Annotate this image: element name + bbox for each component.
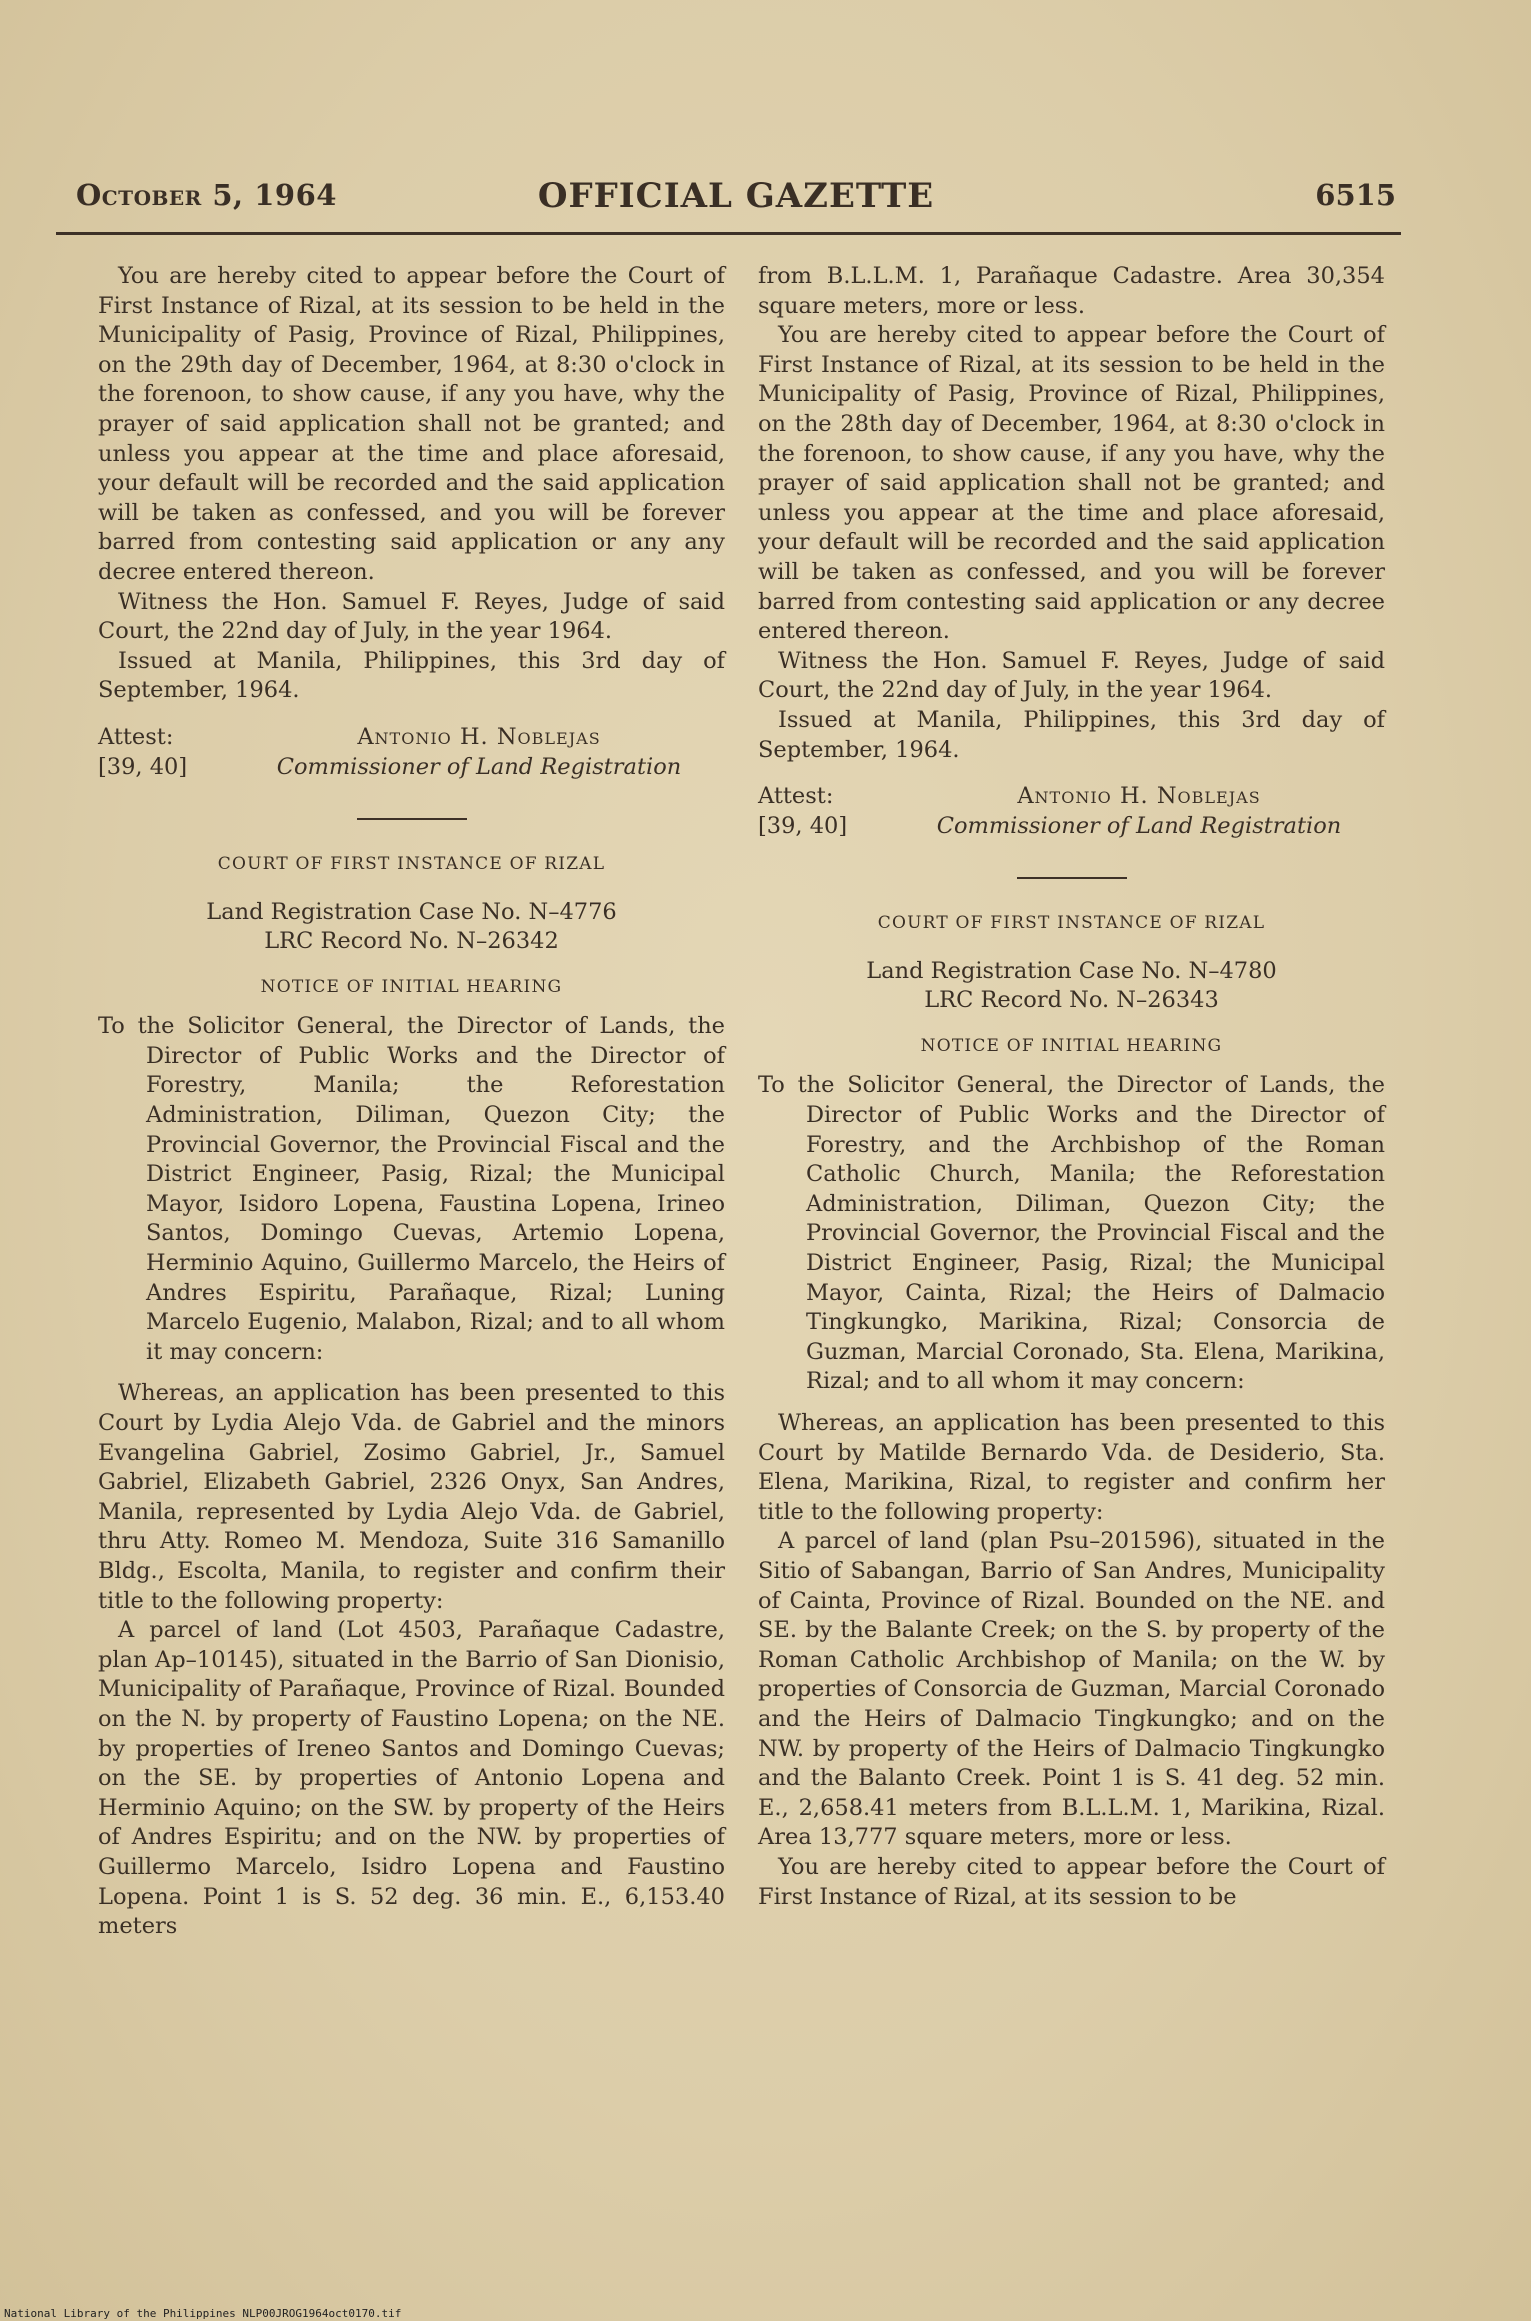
addressee-paragraph: To the Solicitor General, the Director of Lands, the Director of Public Works and the Director of Forestry, and the Archbishop of the Roman Catholic Church, Manila; the Reforestation Administration, Diliman, Quezon City; the Provincial Governor, the Provincial Fiscal and the District Engineer, Pasig, Rizal; the Municipal Mayor, Cainta, Rizal; the Heirs of Dalmacio Tingkungko, Marikina, Rizal; Consorcia de Guzman, Marcial Coronado, Sta. Elena, Marikina, Rizal; and to all whom it may concern: (758, 1072, 1385, 1395)
lrc-record: LRC Record No. N–26343 (924, 987, 1219, 1014)
citation-paragraph: You are hereby cited to appear before the Court of First Instance of Rizal, at its session to be held in the Municipality of Pasig, Province of Rizal, Philippines, on the 29th day of December, 1964, at 8:30 o'clock in the forenoon, to show cause, if any you have, why the prayer of said application shall not be granted; and unless you appear at the time and place aforesaid, your default will be recorded and the said application will be taken as confessed, and you will be forever barred from contesting said application or any any decree entered thereon. (98, 263, 725, 585)
addressee-paragraph: To the Solicitor General, the Director of Lands, the Director of Public Works and the Director of Forestry, Manila; the Reforestation Administration, Diliman, Quezon City; the Provincial Governor, the Provincial Fiscal and the District Engineer, Pasig, Rizal; the Municipal Mayor, Isidoro Lopena, Faustina Lopena, Irineo Santos, Domingo Cuevas, Artemio Lopena, Herminio Aquino, Guillermo Marcelo, the Heirs of Andres Espiritu, Parañaque, Rizal; Luning Marcelo Eugenio, Malabon, Rizal; and to all whom it may concern: (98, 1013, 725, 1365)
attest-label: Attest: (98, 723, 174, 750)
court-heading: COURT OF FIRST INSTANCE OF RIZAL (217, 853, 606, 874)
whereas-paragraph: Whereas, an application has been presented to this Court by Lydia Alejo Vda. de Gabriel and the minors Evangelina Gabriel, Zosimo Gabriel, Jr., Samuel Gabriel, Elizabeth Gabriel, 2326 Onyx, San Andres, Manila, represented by Lydia Alejo Vda. de Gabriel, thru Atty. Romeo M. Mendoza, Suite 316 Samanillo Bldg., Escolta, Manila, to register and confirm their title to the following property: (98, 1380, 725, 1614)
attest-label: Attest: (758, 783, 834, 810)
page-header (76, 178, 1396, 228)
issued-paragraph: Issued at Manila, Philippines, this 3rd day of September, 1964. (758, 706, 1385, 763)
header-title: OFFICIAL GAZETTE (537, 176, 935, 216)
scan-footer: National Library of the Philippines NLP00JROG1964oct0170.tif (4, 2307, 402, 2320)
issue-reference: [39, 40] (758, 813, 848, 840)
signatory-role: Commissioner of Land Registration (276, 753, 682, 780)
case-number: Land Registration Case No. N–4780 (866, 957, 1277, 984)
issue-reference: [39, 40] (98, 753, 188, 780)
signatory-name: Antonio H. Noblejas (357, 723, 601, 750)
lrc-record: LRC Record No. N–26342 (264, 928, 559, 955)
header-rule (56, 232, 1401, 235)
notice-title: NOTICE OF INITIAL HEARING (920, 1035, 1223, 1056)
right-column (758, 262, 1385, 1912)
continued-paragraph: from B.L.L.M. 1, Parañaque Cadastre. Area 30,354 square meters, more or less. (758, 263, 1385, 319)
header-date: October 5, 1964 (76, 178, 337, 212)
attest-labels (758, 781, 893, 841)
whereas-paragraph: Whereas, an application has been presented to this Court by Matilde Bernardo Vda. de Desiderio, Sta. Elena, Marikina, Rizal, to register and confirm her title to the following property: (758, 1410, 1385, 1525)
issued-paragraph: Issued at Manila, Philippines, this 3rd day of September, 1964. (98, 647, 725, 704)
attestation (98, 722, 725, 782)
citation-paragraph: You are hereby cited to appear before the Court of First Instance of Rizal, at its session to be held in the Municipality of Pasig, Province of Rizal, Philippines, on the 28th day of December, 1964, at 8:30 o'clock in the forenoon, to show cause, if any you have, why the prayer of said application shall not be granted; and unless you appear at the time and place aforesaid, your default will be recorded and the said application will be taken as confessed, and you will be forever barred from contesting said application or any decree entered thereon. (758, 322, 1385, 645)
witness-paragraph: Witness the Hon. Samuel F. Reyes, Judge of said Court, the 22nd day of July, in the year 1964. (98, 588, 725, 645)
signatory-name: Antonio H. Noblejas (1017, 783, 1261, 810)
case-info (758, 957, 1385, 1016)
attestation (758, 781, 1385, 841)
citation-continued: You are hereby cited to appear before the Court of First Instance of Rizal, at its session to be (758, 1853, 1385, 1910)
signatory-block (893, 781, 1385, 841)
section-divider (1017, 877, 1127, 879)
section-divider (357, 818, 467, 820)
court-heading: COURT OF FIRST INSTANCE OF RIZAL (877, 913, 1266, 934)
parcel-description: A parcel of land (Lot 4503, Parañaque Cadastre, plan Ap–10145), situated in the Barrio of San Dionisio, Municipality of Parañaque, Province of Rizal. Bounded on the N. by property of Faustino Lopena; on the NE. by properties of Ireneo Santos and Domingo Cuevas; on the SE. by properties of Antonio Lopena and Herminio Aquino; on the SW. by property of the Heirs of Andres Espiritu; and on the NW. by properties of Guillermo Marcelo, Isidro Lopena and Faustino Lopena. Point 1 is S. 52 deg. 36 min. E., 6,153.40 meters (98, 1617, 725, 1940)
case-info (98, 898, 725, 957)
signatory-role: Commissioner of Land Registration (936, 813, 1342, 840)
notice-title: NOTICE OF INITIAL HEARING (260, 976, 563, 997)
page-number: 6515 (1315, 178, 1396, 212)
left-column (98, 262, 725, 1942)
signatory-block (233, 722, 725, 782)
parcel-description: A parcel of land (plan Psu–201596), situated in the Sitio of Sabangan, Barrio of San Andres, Municipality of Cainta, Province of Rizal. Bounded on the NE. and SE. by the Balante Creek; on the S. by property of the Roman Catholic Archbishop of Manila; on the W. by properties of Consorcia de Guzman, Marcial Coronado and the Heirs of Dalmacio Tingkungko; and on the NW. by property of the Heirs of Dalmacio Tingkungko and the Balanto Creek. Point 1 is S. 41 deg. 52 min. E., 2,658.41 meters from B.L.L.M. 1, Marikina, Rizal. Area 13,777 square meters, more or less. (758, 1528, 1385, 1851)
witness-paragraph: Witness the Hon. Samuel F. Reyes, Judge of said Court, the 22nd day of July, in the year 1964. (758, 647, 1385, 704)
case-number: Land Registration Case No. N–4776 (206, 898, 617, 925)
attest-labels (98, 722, 233, 782)
